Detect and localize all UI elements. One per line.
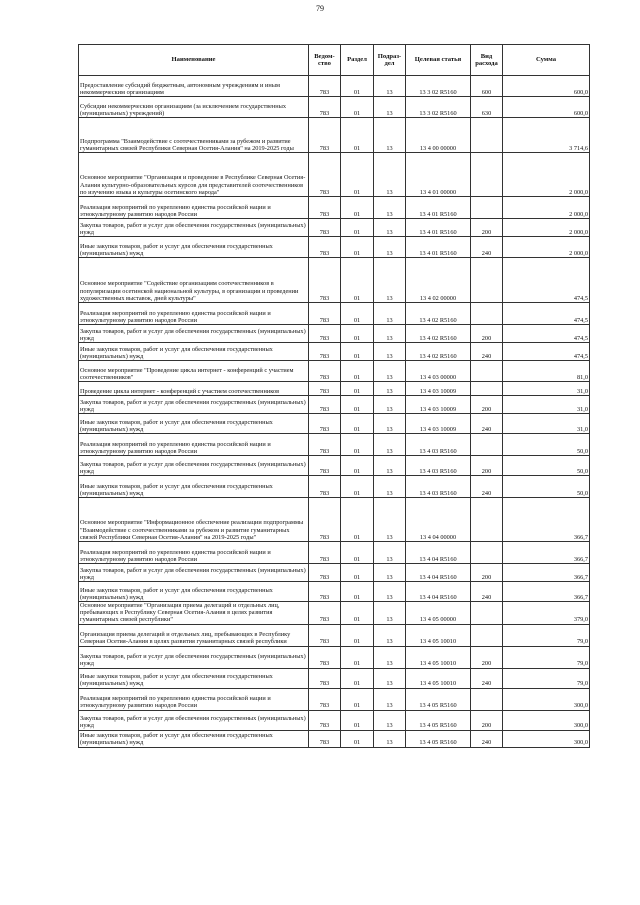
table-row <box>79 76 590 97</box>
row-dept: 783 <box>309 414 341 434</box>
row-subsection: 13 <box>374 219 406 237</box>
table-row <box>79 688 590 710</box>
row-subsection: 13 <box>374 258 406 303</box>
row-amount: 379,0 <box>503 602 590 625</box>
row-subsection: 13 <box>374 542 406 564</box>
row-amount: 300,0 <box>503 710 590 730</box>
row-amount: 366,7 <box>503 542 590 564</box>
table-row <box>79 361 590 382</box>
row-exp-type <box>471 382 503 396</box>
row-name: Реализация мероприятий по укреплению единства российской нации и этнокультурному развитию народов России <box>79 542 309 564</box>
table-row <box>79 325 590 343</box>
row-dept: 783 <box>309 118 341 153</box>
row-name: Иные закупки товаров, работ и услуг для обеспечения государственных (муниципальных) нужд <box>79 237 309 258</box>
row-exp-type: 240 <box>471 237 503 258</box>
header-dept: Ведом-ство <box>309 45 341 76</box>
row-dept: 783 <box>309 688 341 710</box>
row-section: 01 <box>341 258 374 303</box>
row-target: 13 4 05 00000 <box>406 602 471 625</box>
row-name: Предоставление субсидий бюджетным, автономным учреждениям и иным некоммерческим организациям <box>79 76 309 97</box>
row-subsection: 13 <box>374 76 406 97</box>
row-name: Проведение цикла интернет - конференций с участием соотечественников <box>79 382 309 396</box>
row-name: Иные закупки товаров, работ и услуг для обеспечения государственных (муниципальных) нужд <box>79 668 309 688</box>
page-number: 79 <box>316 4 324 13</box>
row-name: Организация приема делегаций и отдельных лиц, пребывающих в Республику Северная Осетия-Алания в целях развития гуманитарных связей республики <box>79 624 309 646</box>
row-section: 01 <box>341 396 374 414</box>
row-name: Закупка товаров, работ и услуг для обеспечения государственных (муниципальных) нужд <box>79 396 309 414</box>
row-exp-type <box>471 542 503 564</box>
row-subsection: 13 <box>374 343 406 361</box>
table-row <box>79 303 590 325</box>
row-dept: 783 <box>309 730 341 747</box>
row-subsection: 13 <box>374 564 406 582</box>
row-dept: 783 <box>309 476 341 498</box>
row-dept: 783 <box>309 219 341 237</box>
row-amount: 50,0 <box>503 434 590 456</box>
row-subsection: 13 <box>374 237 406 258</box>
row-section: 01 <box>341 414 374 434</box>
row-name: Иные закупки товаров, работ и услуг для обеспечения государственных (муниципальных) нужд <box>79 582 309 602</box>
row-name: Основное мероприятие "Организация приема делегаций и отдельных лиц, пребывающих в Республику Северная Осетия-Алания в целях развития гуманитарных связей республики" <box>79 602 309 625</box>
row-section: 01 <box>341 343 374 361</box>
row-dept: 783 <box>309 325 341 343</box>
row-exp-type <box>471 118 503 153</box>
row-amount: 366,7 <box>503 582 590 602</box>
row-dept: 783 <box>309 361 341 382</box>
row-dept: 783 <box>309 624 341 646</box>
row-amount: 366,7 <box>503 498 590 542</box>
table-row <box>79 219 590 237</box>
row-section: 01 <box>341 197 374 219</box>
row-subsection: 13 <box>374 414 406 434</box>
row-name: Иные закупки товаров, работ и услуг для обеспечения государственных (муниципальных) нужд <box>79 414 309 434</box>
row-target: 13 4 03 10009 <box>406 396 471 414</box>
row-section: 01 <box>341 542 374 564</box>
row-target: 13 3 02 R5160 <box>406 76 471 97</box>
row-target: 13 4 02 R5160 <box>406 303 471 325</box>
row-amount: 81,0 <box>503 361 590 382</box>
row-subsection: 13 <box>374 396 406 414</box>
table-row <box>79 414 590 434</box>
row-dept: 783 <box>309 498 341 542</box>
row-dept: 783 <box>309 258 341 303</box>
header-target: Целевая статья <box>406 45 471 76</box>
row-section: 01 <box>341 498 374 542</box>
row-section: 01 <box>341 646 374 668</box>
row-subsection: 13 <box>374 197 406 219</box>
row-section: 01 <box>341 710 374 730</box>
table-row <box>79 237 590 258</box>
row-name: Реализация мероприятий по укреплению единства российской нации и этнокультурному развитию народов России <box>79 303 309 325</box>
row-exp-type: 200 <box>471 456 503 476</box>
row-subsection: 13 <box>374 710 406 730</box>
header-row <box>79 45 590 76</box>
row-name: Закупка товаров, работ и услуг для обеспечения государственных (муниципальных) нужд <box>79 325 309 343</box>
row-target: 13 4 02 R5160 <box>406 325 471 343</box>
row-section: 01 <box>341 361 374 382</box>
row-dept: 783 <box>309 542 341 564</box>
row-exp-type: 600 <box>471 76 503 97</box>
row-dept: 783 <box>309 602 341 625</box>
row-target: 13 4 01 R5160 <box>406 219 471 237</box>
row-subsection: 13 <box>374 476 406 498</box>
row-name: Реализация мероприятий по укреплению единства российской нации и этнокультурному развитию народов России <box>79 434 309 456</box>
row-dept: 783 <box>309 197 341 219</box>
row-dept: 783 <box>309 343 341 361</box>
table-row <box>79 97 590 118</box>
row-target: 13 4 05 10010 <box>406 668 471 688</box>
row-target: 13 4 05 10010 <box>406 646 471 668</box>
table-row <box>79 434 590 456</box>
table-row <box>79 382 590 396</box>
header-name: Наименование <box>79 45 309 76</box>
row-exp-type: 200 <box>471 710 503 730</box>
row-subsection: 13 <box>374 498 406 542</box>
row-target: 13 3 02 R5160 <box>406 97 471 118</box>
row-amount: 366,7 <box>503 564 590 582</box>
row-dept: 783 <box>309 434 341 456</box>
table-row <box>79 710 590 730</box>
row-section: 01 <box>341 668 374 688</box>
row-exp-type <box>471 498 503 542</box>
budget-table <box>78 44 590 748</box>
row-target: 13 4 02 00000 <box>406 258 471 303</box>
row-amount: 474,5 <box>503 258 590 303</box>
row-dept: 783 <box>309 456 341 476</box>
row-name: Субсидии некоммерческим организациям (за исключением государственных (муниципальных) учреждений) <box>79 97 309 118</box>
row-target: 13 4 05 R5160 <box>406 688 471 710</box>
row-subsection: 13 <box>374 382 406 396</box>
row-amount: 31,0 <box>503 414 590 434</box>
row-name: Реализация мероприятий по укреплению единства российской нации и этнокультурному развитию народов России <box>79 197 309 219</box>
row-exp-type <box>471 434 503 456</box>
table-row <box>79 542 590 564</box>
table-row <box>79 564 590 582</box>
row-subsection: 13 <box>374 325 406 343</box>
row-section: 01 <box>341 325 374 343</box>
row-target: 13 4 04 R5160 <box>406 564 471 582</box>
row-section: 01 <box>341 582 374 602</box>
row-subsection: 13 <box>374 153 406 197</box>
row-amount: 31,0 <box>503 382 590 396</box>
table-row <box>79 730 590 747</box>
row-exp-type: 630 <box>471 97 503 118</box>
row-dept: 783 <box>309 396 341 414</box>
row-target: 13 4 03 R5160 <box>406 434 471 456</box>
row-target: 13 4 01 R5160 <box>406 237 471 258</box>
table-row <box>79 258 590 303</box>
row-exp-type: 240 <box>471 668 503 688</box>
table-row <box>79 396 590 414</box>
row-section: 01 <box>341 382 374 396</box>
row-subsection: 13 <box>374 602 406 625</box>
row-amount: 600,0 <box>503 97 590 118</box>
row-name: Иные закупки товаров, работ и услуг для обеспечения государственных (муниципальных) нужд <box>79 730 309 747</box>
row-dept: 783 <box>309 582 341 602</box>
row-amount: 79,0 <box>503 624 590 646</box>
table-row <box>79 153 590 197</box>
row-section: 01 <box>341 219 374 237</box>
row-target: 13 4 04 R5160 <box>406 542 471 564</box>
table-row <box>79 668 590 688</box>
row-amount: 79,0 <box>503 668 590 688</box>
row-amount: 600,0 <box>503 76 590 97</box>
row-amount: 3 714,6 <box>503 118 590 153</box>
row-subsection: 13 <box>374 730 406 747</box>
row-exp-type: 240 <box>471 343 503 361</box>
row-amount: 31,0 <box>503 396 590 414</box>
row-exp-type: 200 <box>471 564 503 582</box>
row-subsection: 13 <box>374 668 406 688</box>
row-exp-type <box>471 688 503 710</box>
row-exp-type: 200 <box>471 396 503 414</box>
row-target: 13 4 04 00000 <box>406 498 471 542</box>
table-row <box>79 624 590 646</box>
row-dept: 783 <box>309 76 341 97</box>
row-amount: 2 000,0 <box>503 197 590 219</box>
table-row <box>79 343 590 361</box>
row-name: Основное мероприятие "Содействие организациям соотечественников в популяризации осетинской национальной культуры, в организации и проведении художественных выставок, дней культуры" <box>79 258 309 303</box>
row-section: 01 <box>341 303 374 325</box>
row-name: Закупка товаров, работ и услуг для обеспечения государственных (муниципальных) нужд <box>79 564 309 582</box>
row-section: 01 <box>341 76 374 97</box>
row-section: 01 <box>341 602 374 625</box>
row-section: 01 <box>341 624 374 646</box>
row-exp-type: 240 <box>471 730 503 747</box>
row-amount: 474,5 <box>503 325 590 343</box>
row-subsection: 13 <box>374 97 406 118</box>
row-section: 01 <box>341 476 374 498</box>
table-row <box>79 498 590 542</box>
row-subsection: 13 <box>374 688 406 710</box>
row-name: Закупка товаров, работ и услуг для обеспечения государственных (муниципальных) нужд <box>79 710 309 730</box>
row-subsection: 13 <box>374 624 406 646</box>
row-target: 13 4 05 R5160 <box>406 710 471 730</box>
table-row <box>79 582 590 602</box>
row-exp-type: 200 <box>471 646 503 668</box>
row-amount: 79,0 <box>503 646 590 668</box>
row-subsection: 13 <box>374 118 406 153</box>
row-amount: 300,0 <box>503 688 590 710</box>
row-subsection: 13 <box>374 582 406 602</box>
row-name: Реализация мероприятий по укреплению единства российской нации и этнокультурному развитию народов России <box>79 688 309 710</box>
row-target: 13 4 03 R5160 <box>406 456 471 476</box>
row-name: Закупка товаров, работ и услуг для обеспечения государственных (муниципальных) нужд <box>79 646 309 668</box>
row-target: 13 4 00 00000 <box>406 118 471 153</box>
row-target: 13 4 05 R5160 <box>406 730 471 747</box>
row-target: 13 4 01 00000 <box>406 153 471 197</box>
row-section: 01 <box>341 434 374 456</box>
row-amount: 474,5 <box>503 343 590 361</box>
table-row <box>79 456 590 476</box>
row-target: 13 4 03 10009 <box>406 382 471 396</box>
row-name: Основное мероприятие "Информационное обеспечение реализации подпрограммы "Взаимодействие с соотечественниками за рубежом и развитие гуманитарных связей Республики Северная Осетия-Алания" на 2019-2025 годы" <box>79 498 309 542</box>
row-section: 01 <box>341 237 374 258</box>
row-target: 13 4 03 00000 <box>406 361 471 382</box>
row-section: 01 <box>341 118 374 153</box>
row-target: 13 4 03 R5160 <box>406 476 471 498</box>
row-subsection: 13 <box>374 303 406 325</box>
row-exp-type <box>471 624 503 646</box>
header-amount: Сумма <box>503 45 590 76</box>
row-amount: 2 000,0 <box>503 237 590 258</box>
table-row <box>79 476 590 498</box>
row-dept: 783 <box>309 646 341 668</box>
row-dept: 783 <box>309 153 341 197</box>
row-exp-type <box>471 361 503 382</box>
row-exp-type <box>471 197 503 219</box>
header-section: Раздел <box>341 45 374 76</box>
row-exp-type: 200 <box>471 325 503 343</box>
row-name: Основное мероприятие "Организация и проведение в Республике Северная Осетия-Алания культурно-образовательных курсов для представителей соотечественников по изучению языка и культуры осетинского народа" <box>79 153 309 197</box>
row-section: 01 <box>341 564 374 582</box>
row-exp-type <box>471 602 503 625</box>
row-dept: 783 <box>309 237 341 258</box>
row-target: 13 4 02 R5160 <box>406 343 471 361</box>
row-name: Иные закупки товаров, работ и услуг для обеспечения государственных (муниципальных) нужд <box>79 476 309 498</box>
row-target: 13 4 05 10010 <box>406 624 471 646</box>
row-name: Закупка товаров, работ и услуг для обеспечения государственных (муниципальных) нужд <box>79 456 309 476</box>
table-row <box>79 602 590 625</box>
row-subsection: 13 <box>374 646 406 668</box>
row-section: 01 <box>341 97 374 118</box>
row-subsection: 13 <box>374 456 406 476</box>
row-section: 01 <box>341 153 374 197</box>
row-section: 01 <box>341 730 374 747</box>
row-name: Подпрограмма "Взаимодействие с соотечественниками за рубежом и развитие гуманитарных связей Республики Северная Осетия-Алания" на 2019-2025 годы <box>79 118 309 153</box>
row-amount: 2 000,0 <box>503 219 590 237</box>
row-amount: 474,5 <box>503 303 590 325</box>
row-exp-type <box>471 153 503 197</box>
row-dept: 783 <box>309 564 341 582</box>
header-subsection: Подраз-дел <box>374 45 406 76</box>
table-body <box>79 76 590 748</box>
row-dept: 783 <box>309 303 341 325</box>
header-exp-type: Вид расхода <box>471 45 503 76</box>
row-exp-type: 240 <box>471 582 503 602</box>
row-exp-type: 200 <box>471 219 503 237</box>
table-row <box>79 118 590 153</box>
row-subsection: 13 <box>374 434 406 456</box>
row-section: 01 <box>341 456 374 476</box>
row-target: 13 4 01 R5160 <box>406 197 471 219</box>
row-target: 13 4 03 10009 <box>406 414 471 434</box>
row-target: 13 4 04 R5160 <box>406 582 471 602</box>
row-dept: 783 <box>309 710 341 730</box>
row-name: Закупка товаров, работ и услуг для обеспечения государственных (муниципальных) нужд <box>79 219 309 237</box>
table-row <box>79 197 590 219</box>
row-name: Основное мероприятие "Проведение цикла интернет - конференций с участием соотечественников" <box>79 361 309 382</box>
row-dept: 783 <box>309 382 341 396</box>
row-amount: 300,0 <box>503 730 590 747</box>
row-amount: 2 000,0 <box>503 153 590 197</box>
row-dept: 783 <box>309 97 341 118</box>
row-amount: 50,0 <box>503 456 590 476</box>
row-name: Иные закупки товаров, работ и услуг для обеспечения государственных (муниципальных) нужд <box>79 343 309 361</box>
row-dept: 783 <box>309 668 341 688</box>
row-exp-type: 240 <box>471 476 503 498</box>
row-section: 01 <box>341 688 374 710</box>
row-amount: 50,0 <box>503 476 590 498</box>
table-row <box>79 646 590 668</box>
row-exp-type: 240 <box>471 414 503 434</box>
row-exp-type <box>471 258 503 303</box>
row-exp-type <box>471 303 503 325</box>
row-subsection: 13 <box>374 361 406 382</box>
